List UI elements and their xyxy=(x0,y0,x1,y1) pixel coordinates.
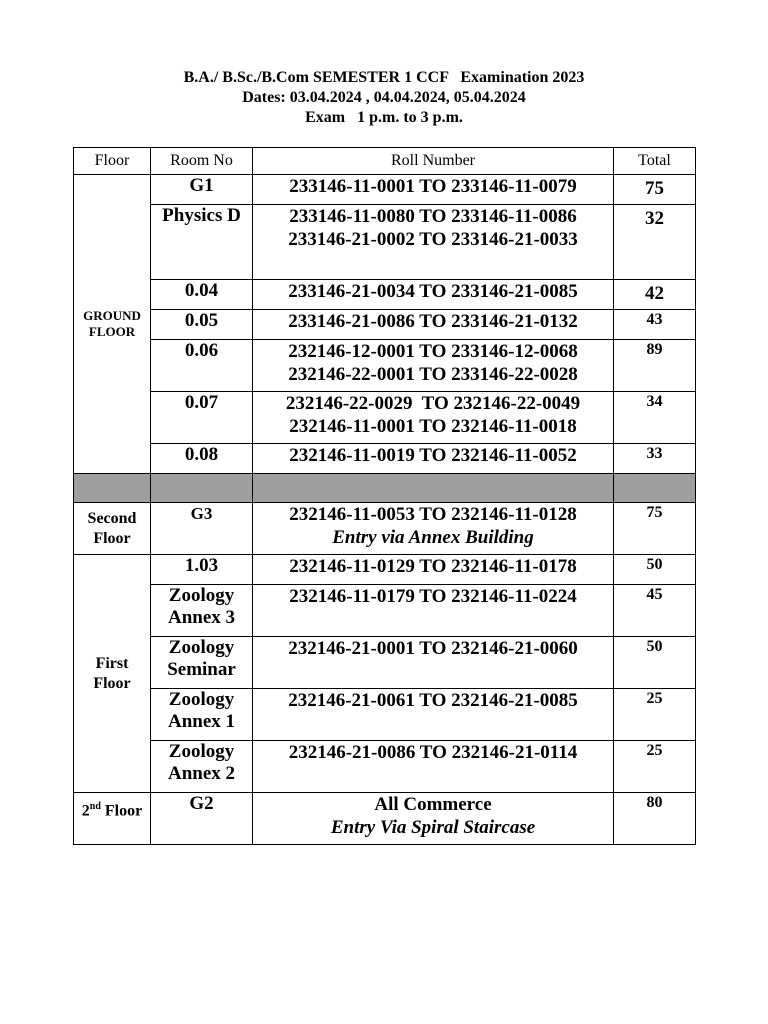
roll-cell xyxy=(253,741,614,793)
separator-cell xyxy=(151,474,253,503)
room-cell: 0.07 xyxy=(151,392,253,444)
table-row xyxy=(74,340,696,392)
exam-dates: Dates: 03.04.2024 , 04.04.2024, 05.04.2024 xyxy=(242,89,526,106)
header-total: Total xyxy=(614,148,696,175)
roll-range: 232146-11-0179 TO 232146-11-0224 xyxy=(289,586,577,607)
roll-range: 232146-21-0061 TO 232146-21-0085 xyxy=(288,690,578,711)
roll-cell xyxy=(253,503,614,555)
table-row xyxy=(74,793,696,845)
floor-label: First xyxy=(95,654,129,672)
floor-ordinal: nd xyxy=(89,801,101,812)
room-cell xyxy=(151,585,253,637)
floor-label: FLOOR xyxy=(88,324,136,339)
table-row xyxy=(74,280,696,310)
floor-number: 2 xyxy=(81,802,90,820)
exam-title: B.A./ B.Sc./B.Com SEMESTER 1 CCF Examination 2023 xyxy=(183,69,585,86)
room-cell: 0.08 xyxy=(151,444,253,474)
room-label: Annex 2 xyxy=(167,763,236,784)
room-label: Annex 1 xyxy=(167,711,236,732)
roll-range: 232146-21-0001 TO 232146-21-0060 xyxy=(288,638,578,659)
roll-cell xyxy=(253,555,614,585)
room-label: 1.03 xyxy=(184,555,219,576)
total-cell: 80 xyxy=(614,793,696,845)
document-header xyxy=(0,68,768,128)
roll-range: 233146-21-0002 TO 233146-21-0033 xyxy=(288,229,578,250)
total-cell: 25 xyxy=(614,689,696,741)
floor-label: Floor xyxy=(93,529,131,547)
table-row xyxy=(74,310,696,340)
room-label: Seminar xyxy=(167,659,236,680)
total-cell: 75 xyxy=(614,503,696,555)
roll-range: 233146-11-0001 TO 233146-11-0079 xyxy=(289,176,577,197)
floor-cell-second xyxy=(74,503,151,555)
table-row xyxy=(74,585,696,637)
roll-cell xyxy=(253,392,614,444)
header-roll: Roll Number xyxy=(253,148,614,175)
room-label: Zoology xyxy=(168,585,235,606)
floor-cell-2nd xyxy=(74,793,151,845)
entry-note: Entry via Annex Building xyxy=(332,527,534,548)
roll-range: 232146-12-0001 TO 233146-12-0068 xyxy=(288,341,578,362)
floor-label: Second xyxy=(87,509,137,527)
total-cell: 32 xyxy=(614,205,696,280)
total-cell: 42 xyxy=(614,280,696,310)
room-label: Zoology xyxy=(168,637,235,658)
table-header-row xyxy=(74,148,696,175)
table-row xyxy=(74,555,696,585)
roll-cell xyxy=(253,280,614,310)
table-row xyxy=(74,741,696,793)
roll-cell xyxy=(253,310,614,340)
total-cell: 50 xyxy=(614,637,696,689)
room-cell xyxy=(151,689,253,741)
header-room: Room No xyxy=(151,148,253,175)
separator-cell xyxy=(614,474,696,503)
roll-range: 232146-11-0053 TO 232146-11-0128 xyxy=(289,504,577,525)
table-row xyxy=(74,444,696,474)
roll-cell xyxy=(253,444,614,474)
room-label: Zoology xyxy=(168,689,235,710)
roll-range: 232146-22-0001 TO 233146-22-0028 xyxy=(288,364,578,385)
roll-range: 233146-11-0080 TO 233146-11-0086 xyxy=(289,206,577,227)
roll-range: All Commerce xyxy=(374,794,492,815)
seating-table xyxy=(73,147,696,845)
roll-cell xyxy=(253,637,614,689)
table-row xyxy=(74,637,696,689)
table-row xyxy=(74,392,696,444)
roll-cell xyxy=(253,689,614,741)
room-cell: 0.04 xyxy=(151,280,253,310)
exam-time: Exam 1 p.m. to 3 p.m. xyxy=(305,109,463,126)
total-cell: 50 xyxy=(614,555,696,585)
floor-label: GROUND xyxy=(83,308,141,323)
table-row xyxy=(74,503,696,555)
room-label: Annex 3 xyxy=(167,607,236,628)
entry-note: Entry Via Spiral Staircase xyxy=(330,817,536,838)
roll-cell xyxy=(253,175,614,205)
table-row xyxy=(74,175,696,205)
total-cell: 43 xyxy=(614,310,696,340)
separator-cell xyxy=(253,474,614,503)
total-cell: 45 xyxy=(614,585,696,637)
separator-row xyxy=(74,474,696,503)
roll-range: 233146-21-0034 TO 233146-21-0085 xyxy=(288,281,578,302)
room-cell xyxy=(151,555,253,585)
total-cell: 33 xyxy=(614,444,696,474)
roll-range: 232146-11-0019 TO 232146-11-0052 xyxy=(289,445,577,466)
table-row xyxy=(74,205,696,280)
roll-cell xyxy=(253,585,614,637)
total-cell: 25 xyxy=(614,741,696,793)
room-cell xyxy=(151,637,253,689)
roll-range: 232146-11-0129 TO 232146-11-0178 xyxy=(289,556,577,577)
roll-range: 232146-21-0086 TO 232146-21-0114 xyxy=(288,742,578,763)
roll-cell xyxy=(253,340,614,392)
floor-label: Floor xyxy=(93,674,131,692)
roll-range: 232146-22-0029 TO 232146-22-0049 xyxy=(285,393,581,414)
header-floor: Floor xyxy=(74,148,151,175)
room-cell: 0.06 xyxy=(151,340,253,392)
roll-cell xyxy=(253,205,614,280)
room-cell: Physics D xyxy=(151,205,253,280)
floor-cell-ground xyxy=(74,175,151,474)
floor-word: Floor xyxy=(104,802,143,820)
roll-range: 232146-11-0001 TO 232146-11-0018 xyxy=(289,416,577,437)
table-row xyxy=(74,689,696,741)
room-cell: 0.05 xyxy=(151,310,253,340)
roll-range: 233146-21-0086 TO 233146-21-0132 xyxy=(288,311,578,332)
total-cell: 34 xyxy=(614,392,696,444)
room-cell xyxy=(151,741,253,793)
room-cell: G2 xyxy=(151,793,253,845)
room-cell: G3 xyxy=(151,503,253,555)
room-cell: G1 xyxy=(151,175,253,205)
separator-cell xyxy=(74,474,151,503)
room-label: Zoology xyxy=(168,741,235,762)
total-cell: 89 xyxy=(614,340,696,392)
total-cell: 75 xyxy=(614,175,696,205)
roll-cell xyxy=(253,793,614,845)
floor-cell-first xyxy=(74,555,151,793)
